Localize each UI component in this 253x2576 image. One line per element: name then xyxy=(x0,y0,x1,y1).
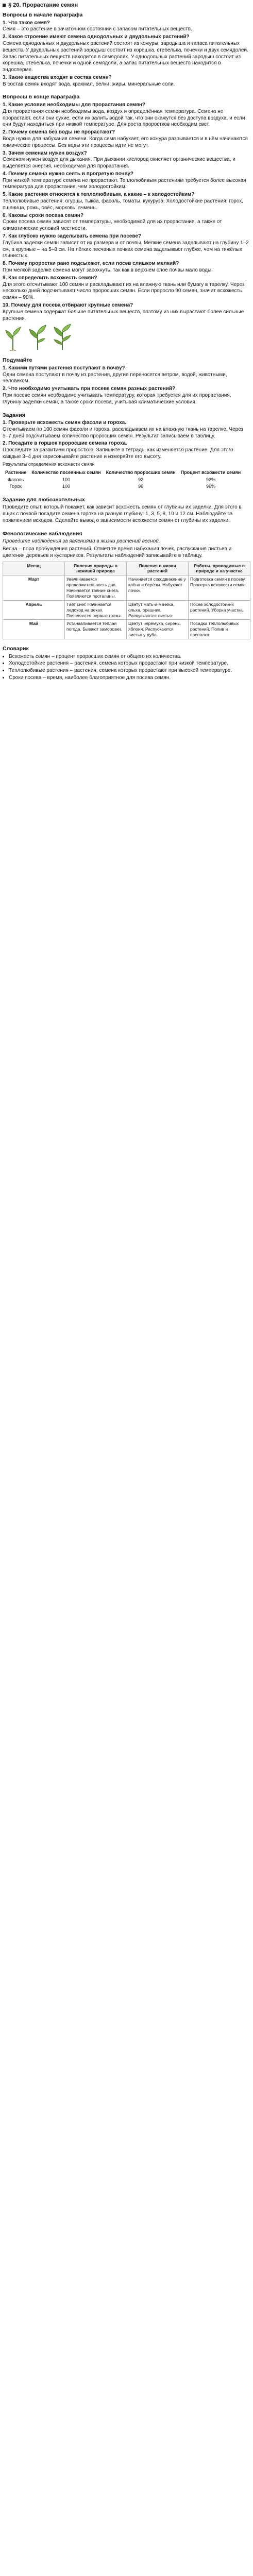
table-cell: 92% xyxy=(206,477,215,482)
question-text: 1. Какие условия необходимы для прорастания семян? xyxy=(3,101,146,108)
table-cell: Начинается сокодвижение у клёна и берёзы. Набухают почки. xyxy=(127,575,189,601)
question-text: 3. Зачем семенам нужен воздух? xyxy=(3,150,87,156)
term-item: • Теплолюбивые растения – растения, семена которых прорастают при высокой температуре. xyxy=(9,668,250,674)
question-text: 9. Как определить всхожесть семян? xyxy=(3,275,97,281)
seedling-icon xyxy=(52,324,73,351)
qa-item xyxy=(3,365,250,385)
table-cell: 100 xyxy=(62,477,70,482)
bullet-square-icon xyxy=(3,4,6,7)
answer-text: Одни семена поступают в почву из растения, другие переносятся ветром, водой, животными, человеком. xyxy=(3,371,227,384)
table-caption: Результаты определения всхожести семян xyxy=(3,461,95,467)
paragraph: Проведите опыт, который покажет, как зависит всхожесть семян от глубины их заделки. Для этого в ящик с почвой посадите семена гороха на разную глубину: 1, 3, 5, 8, 10 и 12 см. Наблюдайте за появлением всходов. Сделайте вывод о зависимости всхожести семян от глубины их заделки. xyxy=(3,504,242,523)
term-item: • Сроки посева – время, наиболее благоприятное для посева семян. xyxy=(9,675,250,682)
term-item: • Всхожесть семян – процент проросших семян от общего их количества. xyxy=(9,654,250,660)
table-row xyxy=(3,477,243,484)
vocab-section xyxy=(3,646,250,682)
seedling-icon xyxy=(27,324,48,351)
table-cell: Март xyxy=(3,575,65,601)
table-body xyxy=(3,477,243,490)
answer-text: В состав семян входят вода, крахмал, белки, жиры, минеральные соли. xyxy=(3,81,175,87)
question-text: 7. Как глубоко нужно заделывать семена при посеве? xyxy=(3,233,142,240)
question-text: 2. Какое строение имеют семена однодольных и двудольных растений? xyxy=(3,34,190,40)
table-row xyxy=(3,620,250,639)
before-section xyxy=(3,12,250,88)
answer-text: Крупные семена содержат больше питательных веществ, поэтому из них вырастают более сильные растения. xyxy=(3,309,244,321)
qa-list xyxy=(3,102,250,323)
qa-list xyxy=(3,365,250,406)
phenology-section xyxy=(3,531,250,639)
table-cell: Апрель xyxy=(3,600,65,620)
question-text: 1. Что такое семя? xyxy=(3,20,50,26)
table-header-row xyxy=(3,562,250,575)
table-header-cell: Работы, проводимые в природе и на участке xyxy=(189,562,250,575)
section-title: Фенологические наблюдения xyxy=(3,530,82,537)
self-task-section xyxy=(3,497,250,524)
after-section xyxy=(3,94,250,322)
section-title: Задание для любознательных xyxy=(3,496,85,503)
section-title: Задания xyxy=(3,412,25,418)
question-text: 8. Почему проростки рано подсыхают, если посев слишком мелкий? xyxy=(3,261,179,267)
answer-text: Проследите за развитием проростков. Запишите в тетрадь, как изменяется растение. Для этого каждые 3–4 дня зарисовывайте растение и измеряйте его высоту. xyxy=(3,447,233,460)
qa-item xyxy=(3,213,250,232)
question-text: 2. Почему семена без воды не прорастают? xyxy=(3,129,115,135)
answer-text: Сроки посева семян зависят от температуры, необходимой для их прорастания, а также от климатических условий местности. xyxy=(3,219,222,232)
qa-item xyxy=(3,233,250,260)
question-text: 3. Какие вещества входят в состав семян? xyxy=(3,74,112,80)
question-text: 10. Почему для посева отбирают крупные семена? xyxy=(3,302,133,309)
table-cell: Увеличивается продолжительность дня. Начинается таяние снега. Появляются проталины. xyxy=(65,575,127,601)
table-header-cell: Процент всхожести семян xyxy=(180,470,241,476)
question-text: 1. Какими путями растения поступают в почву? xyxy=(3,365,125,371)
table-cell: Посадка теплолюбивых растений. Полив и прополка. xyxy=(189,620,250,639)
term-item: • Холодостойкие растения – растения, семена которых прорастают при низкой температуре. xyxy=(9,660,250,667)
section-title: Словарик xyxy=(3,646,29,652)
qa-item xyxy=(3,275,250,301)
paragraph: Проведите наблюдения за явлениями в жизни растений весной. xyxy=(3,538,160,545)
table-header-cell: Явления в жизни растений xyxy=(127,562,189,575)
seedling-icon xyxy=(3,324,23,351)
qa-item xyxy=(3,75,250,88)
answer-text: При посеве семян необходимо учитывать температуру, которая требуется для их прорастания, глубину заделки семян, а также сроки посева, учитывая климатические условия. xyxy=(3,393,231,405)
table-row xyxy=(3,575,250,601)
table-cell: Тает снег. Начинается ледоход на реках. Появляются первые грозы. xyxy=(65,600,127,620)
think-section xyxy=(3,357,250,405)
question-text: 2. Что необходимо учитывать при посеве семян разных растений? xyxy=(3,386,176,392)
qa-item xyxy=(3,386,250,405)
answer-text: Семенам нужен воздух для дыхания. При дыхании кислород окисляет органические вещества, и выделяется энергия, необходимая для прорастания. xyxy=(3,157,235,170)
table-header-cell: Месяц xyxy=(3,562,65,575)
paragraph: Весна – пора пробуждения растений. Отметьте время набухания почек, распускания листьев и цветения деревьев и кустарников. Результаты наблюдений записывайте в таблицу. xyxy=(3,546,232,558)
question-text: 1. Проверьте всхожесть семян фасоли и гороха. xyxy=(3,420,127,426)
table-cell: 96 xyxy=(138,484,144,489)
table-header-cell: Явления природы в неживой природе xyxy=(65,562,127,575)
table-header-cell: Количество посеянных семян xyxy=(31,470,101,476)
results-table xyxy=(3,469,243,490)
qa-item xyxy=(3,150,250,170)
table-row xyxy=(3,600,250,620)
table-cell: 96% xyxy=(206,484,215,489)
answer-text: Семя – это растение в зачаточном состоянии с запасом питательных веществ. xyxy=(3,26,192,32)
qa-item xyxy=(3,171,250,191)
page-title xyxy=(3,2,250,9)
answer-text: Для прорастания семян необходимы вода, воздух и определённая температура. Семена не прорастают, если они сухие, если их залить водой так, что они окажутся без доступа воздуха, и если они будут находиться при низкой температуре. Для роста проростков необходим свет. xyxy=(3,108,245,128)
question-text: 2. Посадите в горшок проросшие семена гороха. xyxy=(3,440,127,447)
answer-text: Для этого отсчитывают 100 семян и раскладывают их на влажную ткань или бумагу в тарелку. Через несколько дней подсчитывают число проросших семян. Если проросло 90 семян, значит всхожесть семян – 90%. xyxy=(3,281,245,301)
answer-text: При низкой температуре семена не прорастают. Теплолюбивым растениям требуется более высокая температура для прорастания, чем холодостойким. xyxy=(3,177,246,190)
qa-item xyxy=(3,302,250,322)
qa-item xyxy=(3,129,250,149)
section-title: Подумайте xyxy=(3,357,32,364)
question-text: 5. Какие растения относятся к теплолюбивым, а какие – к холодостойким? xyxy=(3,192,195,198)
table-cell: Устанавливается тёплая погода. Бывают заморозки. xyxy=(65,620,127,639)
answer-text: Глубина заделки семян зависит от их размера и от почвы. Мелкие семена заделывают на глубину 1–2 см, а крупные – на 5–8 см. На лёгких песчаных почвах семена заделывают глубже, чем на тяжёлых глинистых. xyxy=(3,240,249,259)
table-cell: 100 xyxy=(62,484,70,489)
table-cell: Май xyxy=(3,620,65,639)
seedling-illustration xyxy=(3,324,250,351)
qa-list xyxy=(3,420,250,461)
table-body xyxy=(3,575,250,639)
table-cell: Цветут мать-и-мачеха, ольха, орешник. Распускаются листья. xyxy=(127,600,189,620)
qa-item xyxy=(3,261,250,274)
table-cell: 92 xyxy=(138,477,144,482)
question-text: 6. Каковы сроки посева семян? xyxy=(3,212,83,218)
qa-list xyxy=(3,20,250,88)
answer-text: Семена однодольных и двудольных растений состоят из кожуры, зародыша и запаса питательных веществ. У двудольных растений зародыш состоит из корешка, стебелька, почечки и двух семядолей. Запас питательных веществ находится в семядолях. У однодольных растений зародыш состоит из корешка, стебелька, почечки и одной семядоли, а запас питательных веществ находится в эндосперме. xyxy=(3,40,248,73)
answer-text: Отсчитываем по 100 семян фасоли и гороха, раскладываем их на влажную ткань на тарелке. Через 5–7 дней подсчитываем количество проросших семян. Результат записываем в таблицу. xyxy=(3,426,244,439)
table-header-row xyxy=(3,469,243,477)
qa-item xyxy=(3,440,250,460)
qa-item xyxy=(3,34,250,74)
table-cell: Посев холодостойких растений. Уборка участка. xyxy=(189,600,250,620)
section-title: Вопросы в конце параграфа xyxy=(3,94,80,100)
tasks-section xyxy=(3,412,250,490)
page xyxy=(0,0,253,693)
table-cell: Фасоль xyxy=(8,477,24,482)
qa-item xyxy=(3,20,250,33)
table-row xyxy=(3,483,243,490)
qa-item xyxy=(3,102,250,128)
table-cell: Цветут черёмуха, сирень, яблоня. Распускаются листья у дуба. xyxy=(127,620,189,639)
table-cell: Горох xyxy=(9,484,22,489)
answer-text: Теплолюбивые растения: огурцы, тыква, фасоль, томаты, кукуруза. Холодостойкие растения: горох, пшеница, рожь, овёс, морковь, ячмень. xyxy=(3,198,244,211)
question-text: 4. Почему семена нужно сеять в прогретую почву? xyxy=(3,171,134,177)
answer-text: Вода нужна для набухания семени. Когда семя набухает, его кожура разрывается и в нём начинаются химические процессы. Без воды эти процессы идти не могут. xyxy=(3,135,248,148)
observation-table xyxy=(3,562,250,640)
table-header-cell: Растение xyxy=(5,470,27,476)
qa-item xyxy=(3,192,250,211)
table-cell: Подготовка семян к посеву. Проверка всхожести семян. xyxy=(189,575,250,601)
table-header-cell: Количество проросших семян xyxy=(106,470,176,476)
term-list xyxy=(3,654,250,682)
qa-item xyxy=(3,420,250,439)
page-title-text: § 20. Прорастание семян xyxy=(8,2,78,8)
answer-text: При мелкой заделке семена могут засохнуть, так как в верхнем слое почвы мало воды. xyxy=(3,267,213,274)
section-title: Вопросы в начале параграфа xyxy=(3,12,83,19)
